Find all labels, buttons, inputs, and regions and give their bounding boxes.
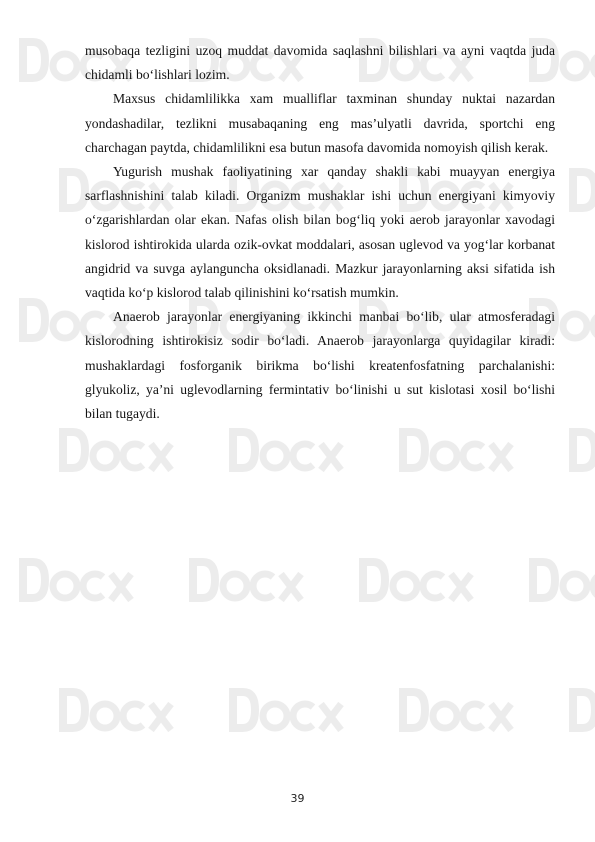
paragraph-anaerobic-processes: Anaerob jarayonlar energiyaning ikkinchi manbai bo‘lib, ular atmosferadagi kislorodning ishtirokisiz sodir bo‘ladi. Anaerob jarayonlarga quyidagilar kiradi: mushaklardagi fosforganik birikma bo‘lishi kreatenfosfatning parchalanishi: glyukoliz, ya’ni uglevodlarning fermintativ bo‘linishi u sut kislotasi xosil bo‘lishi bilan tugaydi. (85, 309, 555, 422)
watermark-logo (525, 550, 595, 610)
watermark-logo (225, 680, 345, 740)
watermark-logo (565, 160, 595, 220)
watermark-logo (55, 420, 175, 480)
watermark-logo (185, 550, 305, 610)
paragraph-aerobic-processes: Yugurish mushak faoliyatining xar qanday shakli kabi muayyan energiya sarflashnishini talab kiladi. Organizm mushaklar ishi uchun energiyani kimyoviy o‘zgarishlardan olar ekan. Nafas olish bilan bog‘liq yoki aerob jarayonlar xavodagi kislorod ishtirokida ularda ozik-ovkat moddalari, asosan uglevod va yog‘lar korbanat angidrid va suvga aylanguncha oksidlanadi. Mazkur jarayonlarning aksi sifatida ish vaqtida ko‘p kislorod talab qilinishini ko‘rsatish mumkin. (85, 164, 555, 301)
watermark-logo (15, 550, 135, 610)
paragraph-continued: musobaqa tezligini uzoq muddat davomida saqlashni bilishlari va ayni vaqtda juda chidamli bo‘lishlari lozim. (85, 43, 555, 83)
watermark-logo (395, 680, 515, 740)
paragraph-special-endurance: Maxsus chidamlilikka xam mualliflar taxminan shunday nuktai nazardan yondashadilar, tezlikni musabaqaning eng mas’ulyatli davrida, sportchi eng charchagan paytda, chidamlilikni esa butun masofa davomida nomoyish qilish kerak. (85, 91, 555, 155)
document-body (85, 39, 555, 426)
watermark-logo (355, 550, 475, 610)
watermark-logo (225, 420, 345, 480)
watermark-logo (565, 680, 595, 740)
watermark-logo (565, 420, 595, 480)
watermark-logo (55, 680, 175, 740)
watermark-logo (395, 420, 515, 480)
page-number: 39 (290, 792, 305, 805)
